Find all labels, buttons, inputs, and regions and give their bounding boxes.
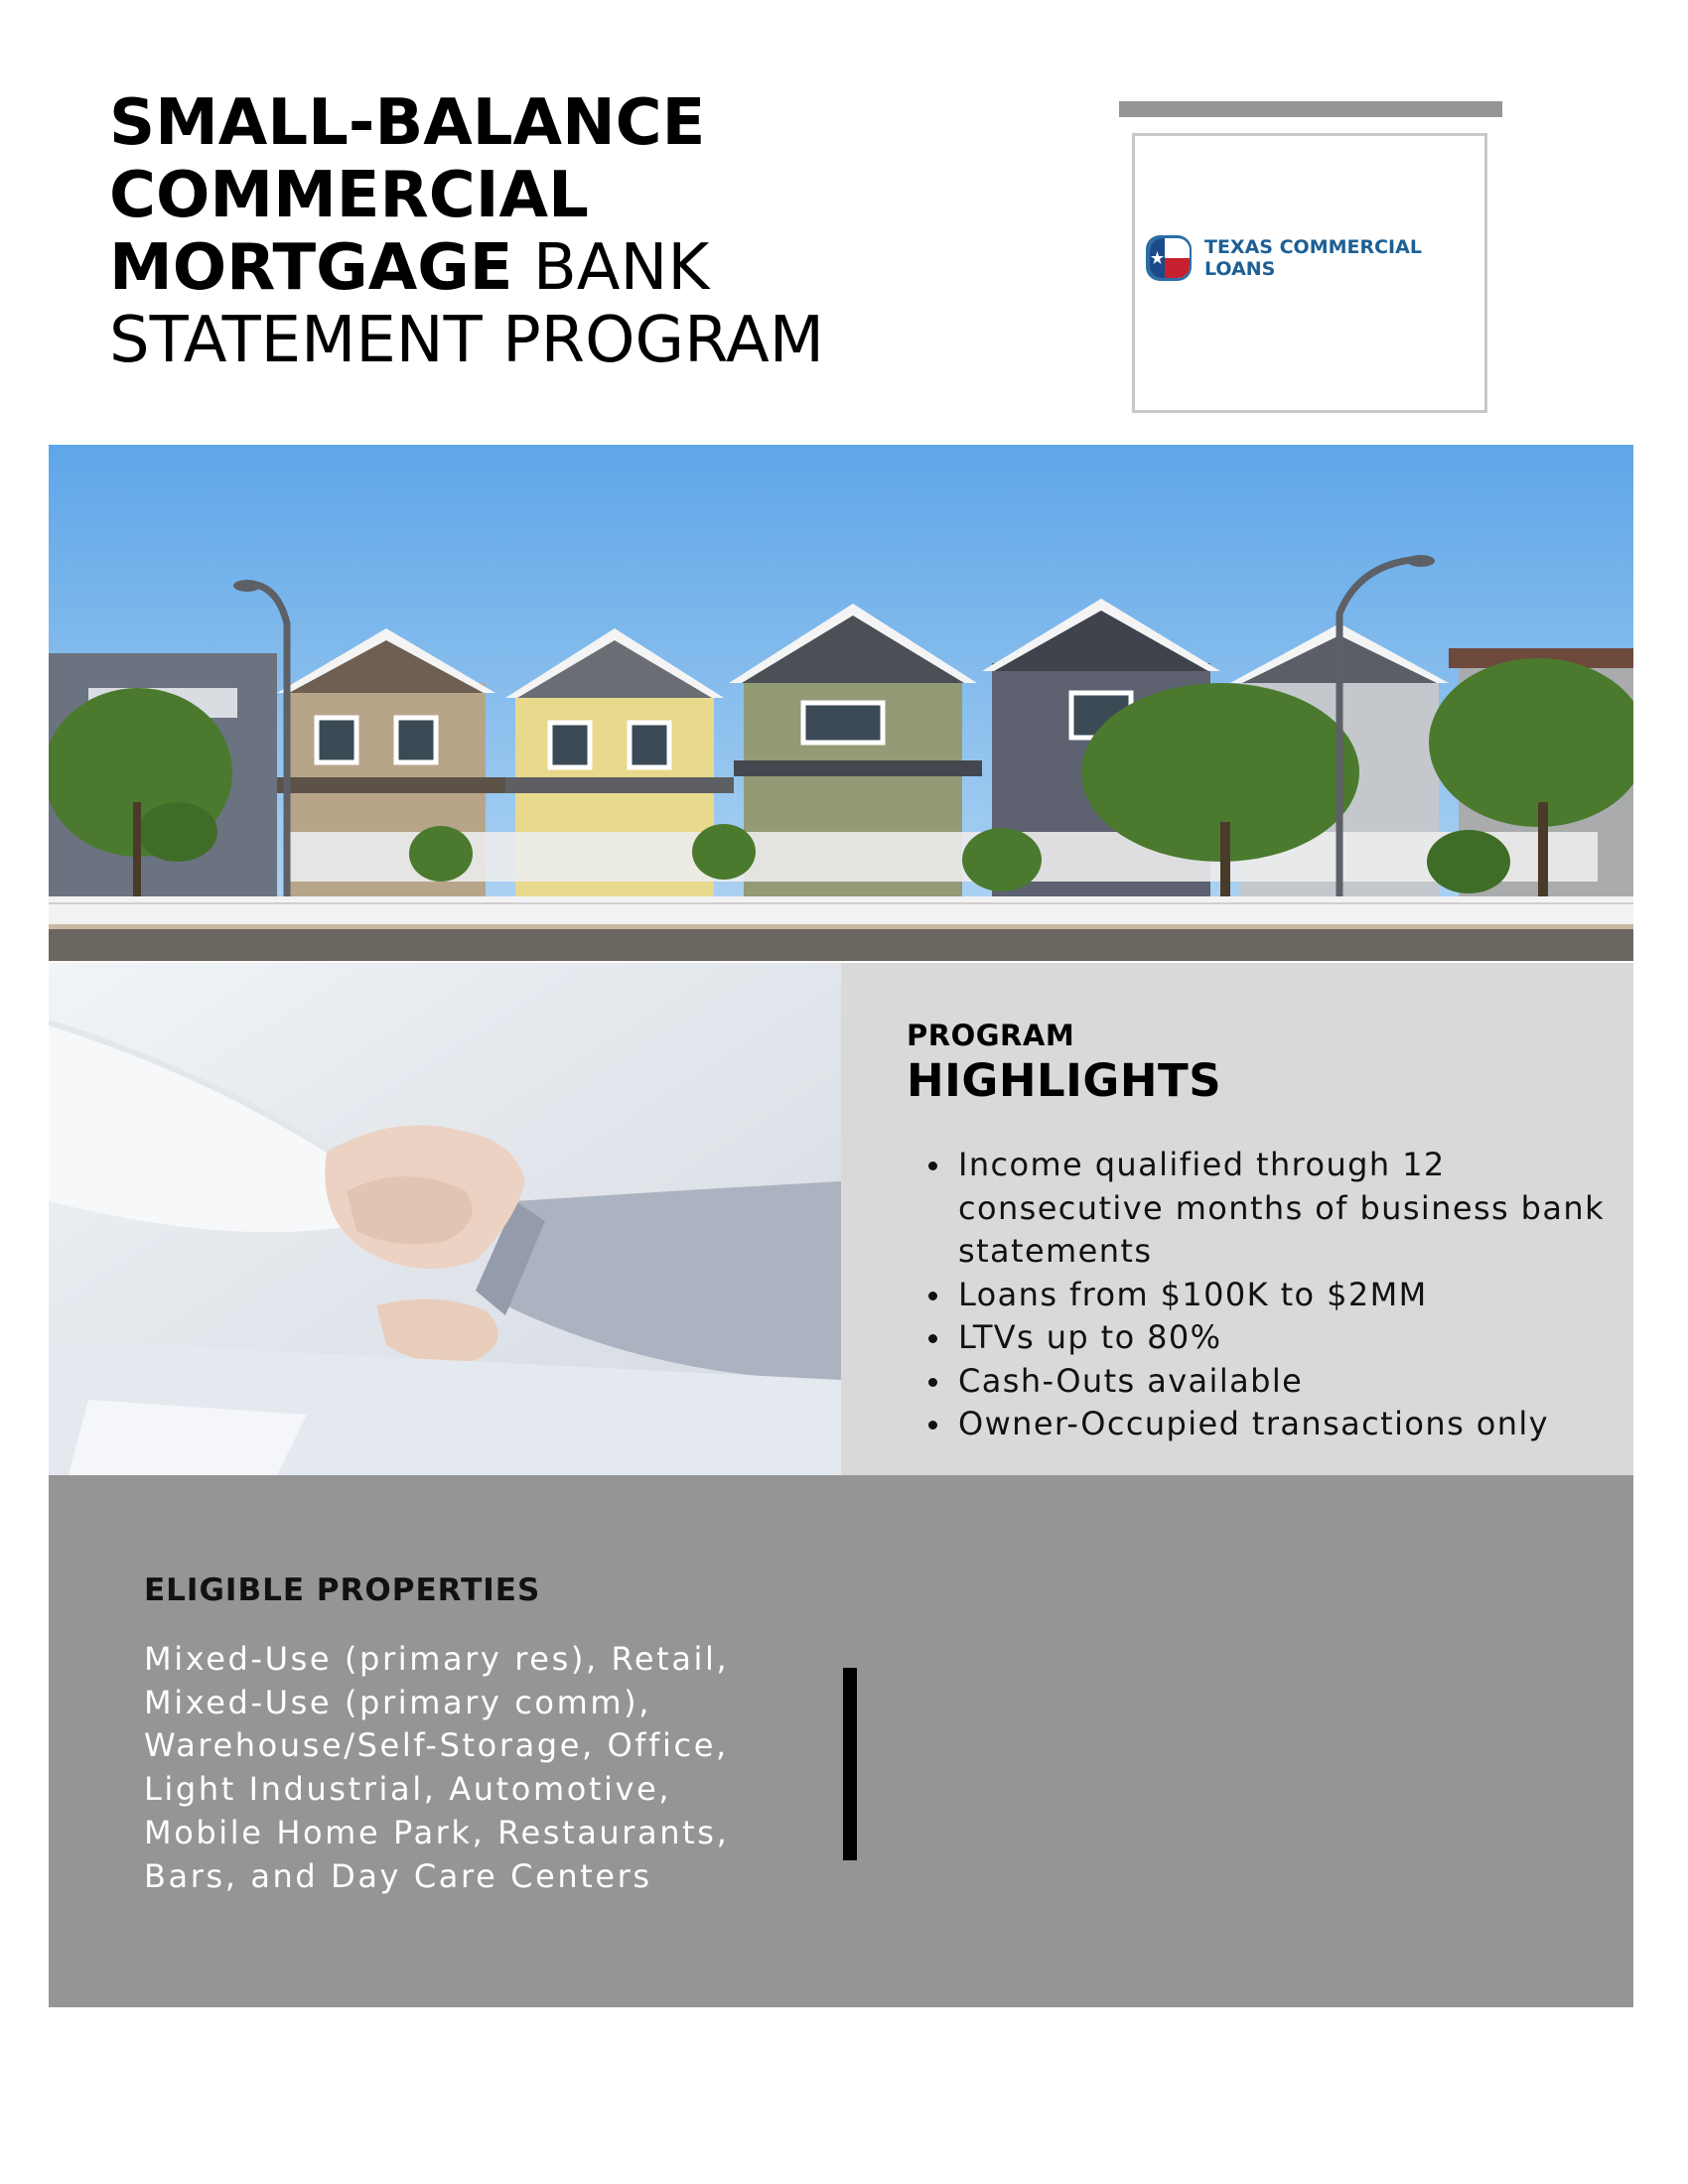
logo-wordmark: TEXAS COMMERCIAL LOANS: [1204, 236, 1422, 280]
title-line-2: COMMERCIAL: [109, 159, 589, 232]
program-highlights-panel: [841, 963, 1633, 1495]
highlight-item: Loans from $100K to $2MM: [958, 1274, 1614, 1317]
highlights-heading: HIGHLIGHTS: [907, 1054, 1222, 1107]
page-title: [109, 87, 1003, 377]
eligible-properties-text: Mixed-Use (primary res), Retail, Mixed-Use (primary comm), Warehouse/Self-Storage, Office, Light Industrial, Automotive, Mobile Home Park, Restaurants, Bars, and Day Care Centers: [144, 1640, 730, 1895]
title-line-3-bold: MORTGAGE: [109, 231, 513, 305]
highlight-item: Owner-Occupied transactions only: [958, 1403, 1614, 1446]
handshake-photo: [49, 963, 841, 1475]
highlight-item: LTVs up to 80%: [958, 1316, 1614, 1360]
title-line-4: STATEMENT PROGRAM: [109, 304, 824, 377]
texas-flag-icon: [1143, 231, 1196, 285]
eligible-properties-panel: [49, 1475, 1633, 2007]
highlight-item: Cash-Outs available: [958, 1360, 1614, 1404]
vertical-divider: [843, 1668, 857, 1860]
highlight-item: Income qualified through 12 consecutive months of business bank statements: [958, 1144, 1614, 1274]
highlights-list: [958, 1144, 1614, 1446]
title-line-1: SMALL-BALANCE: [109, 86, 706, 160]
company-logo: [1143, 231, 1484, 285]
logo-accent-bar: [1119, 101, 1502, 117]
highlights-kicker: PROGRAM: [907, 1019, 1075, 1052]
eligible-heading: ELIGIBLE PROPERTIES: [144, 1572, 541, 1608]
logo-frame: [1132, 133, 1487, 413]
title-line-3-light: BANK: [512, 231, 710, 305]
row-of-houses-photo: [49, 445, 1633, 961]
